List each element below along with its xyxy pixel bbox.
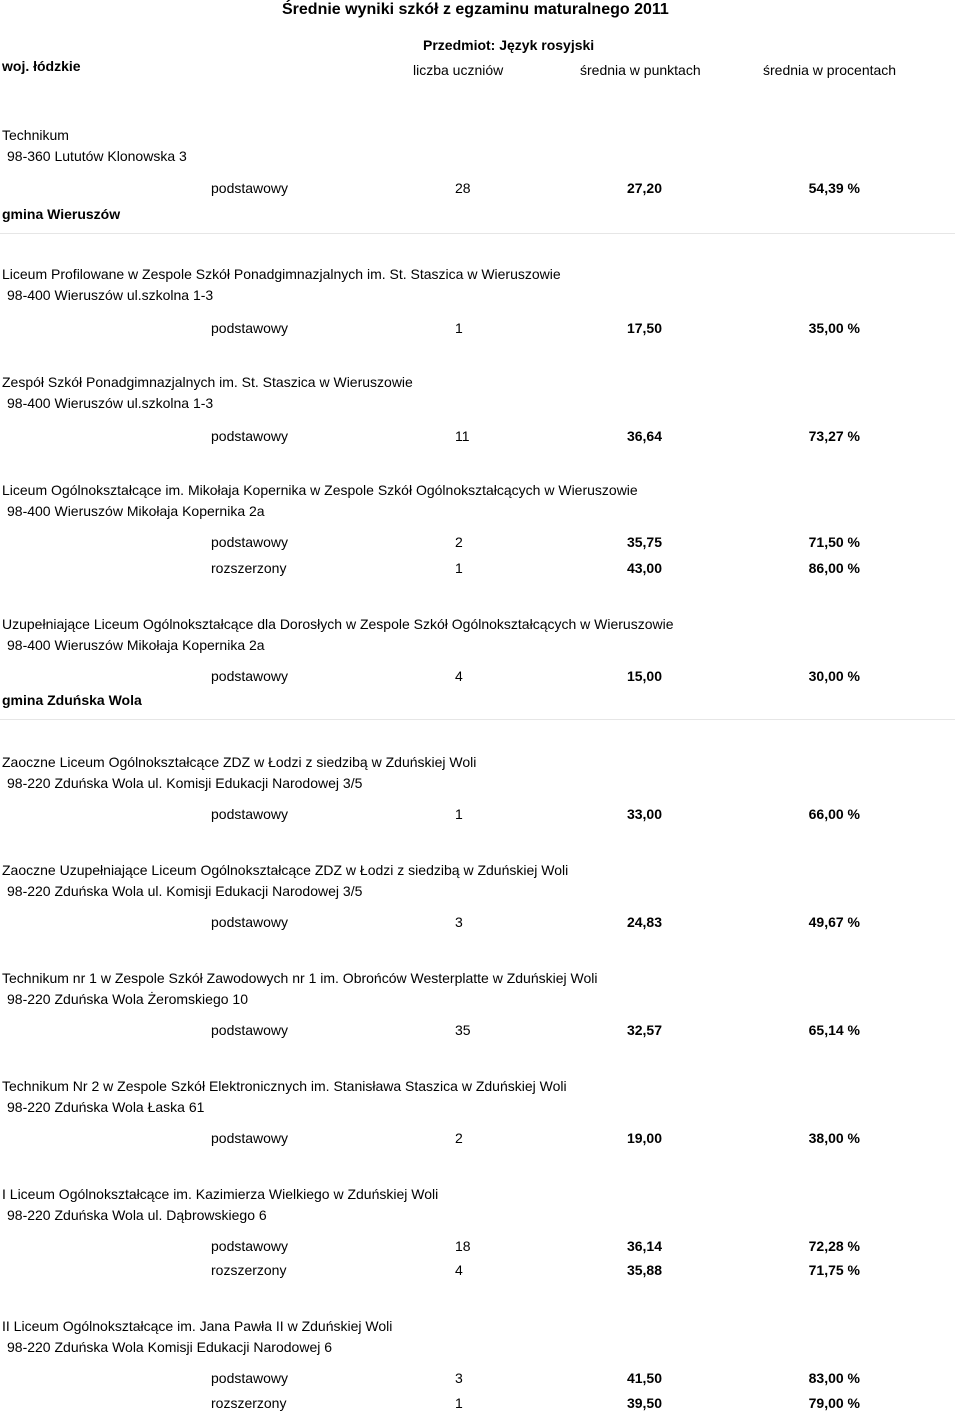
student-count: 18 [455,1238,471,1254]
avg-percent: 72,28 % [808,1238,860,1254]
exam-level: podstawowy [211,668,289,684]
avg-points: 36,14 [626,1238,662,1254]
school-name: I Liceum Ogólnokształcące im. Kazimierza Wielkiego w Zduńskiej Woli [2,1186,439,1202]
student-count: 3 [455,914,463,930]
column-header-avg-points: średnia w punktach [580,62,701,78]
column-header-avg-percent: średnia w procentach [763,62,897,78]
section-divider [0,719,955,720]
school-name: Technikum nr 1 w Zespole Szkół Zawodowych nr 1 im. Obrońców Westerplatte w Zduńskiej Woli [2,970,598,986]
school-address: 98-220 Zduńska Wola Komisji Edukacji Narodowej 6 [7,1339,333,1355]
school-address: 98-400 Wieruszów ul.szkolna 1-3 [7,395,214,411]
school-address: 98-400 Wieruszów ul.szkolna 1-3 [7,287,214,303]
school-address: 98-220 Zduńska Wola Żeromskiego 10 [7,991,248,1007]
gmina-label: gmina Zduńska Wola [2,692,142,708]
avg-percent: 35,00 % [808,320,860,336]
exam-level: rozszerzony [211,560,287,576]
avg-points: 17,50 [626,320,662,336]
avg-points: 27,20 [626,180,662,196]
student-count: 3 [455,1370,463,1386]
exam-level: podstawowy [211,428,289,444]
exam-level: rozszerzony [211,1395,287,1411]
school-name: Technikum Nr 2 w Zespole Szkół Elektronicznych im. Stanisława Staszica w Zduńskiej Woli [2,1078,567,1094]
avg-points: 33,00 [626,806,662,822]
avg-points: 19,00 [626,1130,662,1146]
school-name: Zaoczne Liceum Ogólnokształcące ZDZ w Łodzi z siedzibą w Zduńskiej Woli [2,754,477,770]
avg-points: 32,57 [626,1022,662,1038]
gmina-label: gmina Wieruszów [2,206,121,222]
exam-level: podstawowy [211,1130,289,1146]
exam-level: podstawowy [211,806,289,822]
school-address: 98-220 Zduńska Wola Łaska 61 [7,1099,205,1115]
exam-level: podstawowy [211,1022,289,1038]
school-name: Liceum Profilowane w Zespole Szkół Ponadgimnazjalnych im. St. Staszica w Wieruszowie [2,266,561,282]
avg-points: 24,83 [626,914,662,930]
school-name: Technikum [2,127,69,143]
avg-points: 15,00 [626,668,662,684]
student-count: 2 [455,1130,463,1146]
avg-percent: 65,14 % [808,1022,860,1038]
avg-points: 39,50 [626,1395,662,1411]
school-address: 98-220 Zduńska Wola ul. Komisji Edukacji Narodowej 3/5 [7,883,363,899]
student-count: 28 [455,180,471,196]
avg-percent: 49,67 % [808,914,860,930]
student-count: 11 [455,428,470,444]
school-address: 98-220 Zduńska Wola ul. Dąbrowskiego 6 [7,1207,267,1223]
avg-points: 35,88 [626,1262,662,1278]
school-address: 98-220 Zduńska Wola ul. Komisji Edukacji Narodowej 3/5 [7,775,363,791]
avg-percent: 79,00 % [808,1395,860,1411]
avg-percent: 71,50 % [808,534,860,550]
avg-percent: 83,00 % [808,1370,860,1386]
student-count: 1 [455,806,463,822]
student-count: 1 [455,320,463,336]
student-count: 1 [455,1395,463,1411]
school-name: Liceum Ogólnokształcące im. Mikołaja Kopernika w Zespole Szkół Ogólnokształcących w Wieruszowie [2,482,638,498]
school-name: Zespół Szkół Ponadgimnazjalnych im. St. Staszica w Wieruszowie [2,374,413,390]
student-count: 1 [455,560,463,576]
column-header-count: liczba uczniów [413,62,504,78]
school-name: Uzupełniające Liceum Ogólnokształcące dla Dorosłych w Zespole Szkół Ogólnokształcących w Wieruszowie [2,616,674,632]
page-title: Średnie wyniki szkół z egzaminu maturalnego 2011 [282,1,669,18]
school-address: 98-400 Wieruszów Mikołaja Kopernika 2a [7,503,265,519]
avg-points: 35,75 [626,534,662,550]
exam-level: podstawowy [211,534,289,550]
section-divider [0,233,955,234]
school-address: 98-400 Wieruszów Mikołaja Kopernika 2a [7,637,265,653]
avg-points: 41,50 [626,1370,662,1386]
exam-level: podstawowy [211,1370,289,1386]
exam-level: rozszerzony [211,1262,287,1278]
avg-percent: 71,75 % [808,1262,860,1278]
exam-level: podstawowy [211,1238,289,1254]
student-count: 2 [455,534,463,550]
school-name: II Liceum Ogólnokształcące im. Jana Pawła II w Zduńskiej Woli [2,1318,393,1334]
student-count: 4 [455,668,463,684]
exam-level: podstawowy [211,180,289,196]
avg-percent: 73,27 % [808,428,860,444]
avg-percent: 54,39 % [808,180,860,196]
avg-points: 36,64 [626,428,662,444]
student-count: 35 [455,1022,471,1038]
subject-label: Przedmiot: Język rosyjski [423,37,595,53]
avg-percent: 38,00 % [808,1130,860,1146]
avg-percent: 66,00 % [808,806,860,822]
school-name: Zaoczne Uzupełniające Liceum Ogólnokształcące ZDZ w Łodzi z siedzibą w Zduńskiej Woli [2,862,569,878]
avg-percent: 30,00 % [808,668,860,684]
region-label: woj. łódzkie [2,58,81,74]
exam-level: podstawowy [211,914,289,930]
avg-percent: 86,00 % [808,560,860,576]
exam-level: podstawowy [211,320,289,336]
avg-points: 43,00 [626,560,662,576]
school-address: 98-360 Lututów Klonowska 3 [7,148,187,164]
student-count: 4 [455,1262,463,1278]
